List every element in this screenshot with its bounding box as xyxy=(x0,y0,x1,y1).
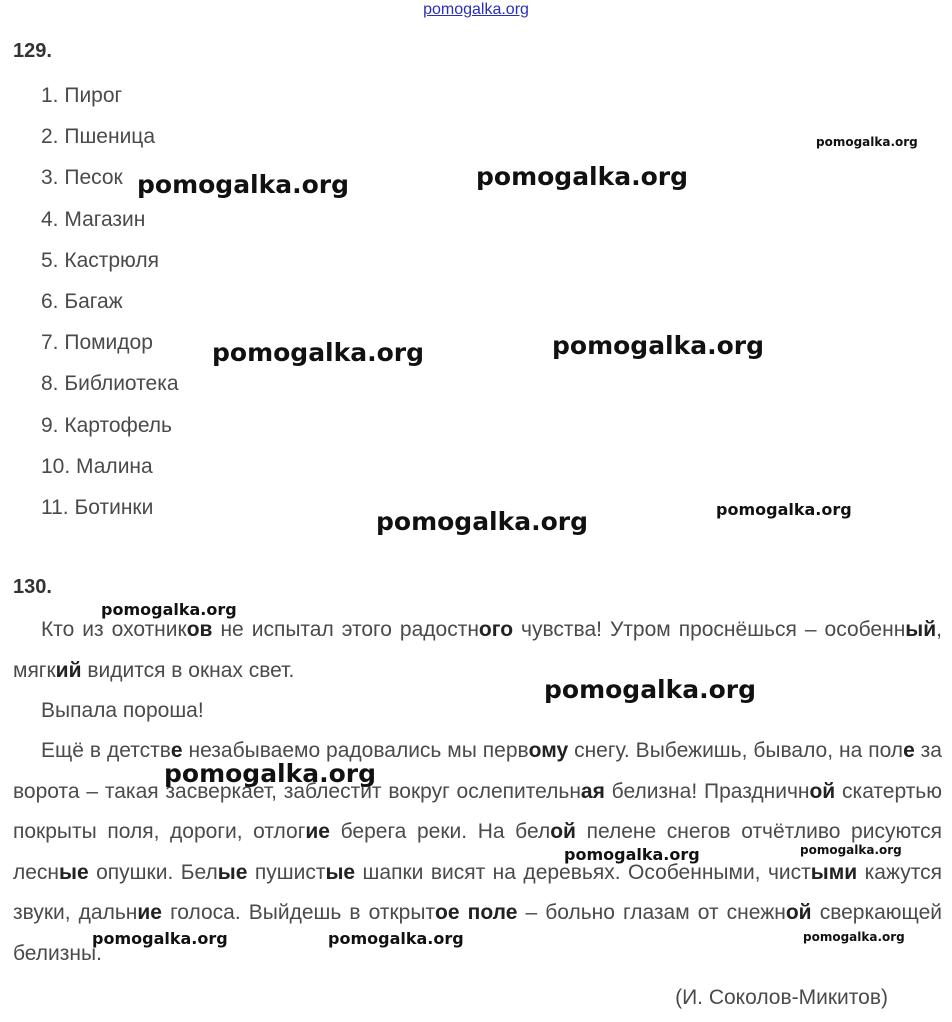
text-segment: незабываемо радовались мы перв xyxy=(182,739,529,762)
exercise-130-number: 130. xyxy=(13,576,52,598)
watermark: pomogalka.org xyxy=(816,135,918,149)
site-link[interactable]: pomogalka.org xyxy=(423,1,529,18)
text-segment: снегу. Выбежишь, бывало, на пол xyxy=(568,739,904,762)
watermark: pomogalka.org xyxy=(101,600,237,619)
exercise-130-paragraph-1 xyxy=(13,610,942,691)
list-item: 4. Магазин xyxy=(41,207,146,231)
text-segment: видится в окнах свет. xyxy=(81,658,295,682)
highlighted-ending: ий xyxy=(55,658,82,682)
text-segment: белизна! Праздничн xyxy=(604,779,810,803)
text-segment: Ещё в детств xyxy=(41,739,171,762)
highlighted-ending: ому xyxy=(528,739,569,762)
watermark: pomogalka.org xyxy=(552,331,765,360)
text-segment: скатертью покрыты поля, дороги, отлог xyxy=(13,779,942,843)
exercise-129-number: 129. xyxy=(13,40,52,62)
highlighted-ending: е xyxy=(903,739,915,762)
highlighted-ending: ые xyxy=(59,860,89,884)
text-segment: берега реки. На бел xyxy=(329,820,551,843)
text-segment: Кто из охотник xyxy=(41,618,187,641)
text-segment: , мягк xyxy=(13,618,942,682)
watermark: pomogalka.org xyxy=(544,675,757,704)
list-item: 3. Песок xyxy=(41,166,123,190)
watermark: pomogalka.org xyxy=(376,507,589,536)
text-segment: пелене снегов отчётливо рисуются лесн xyxy=(13,820,942,884)
text-segment: – больно глазам от снежн xyxy=(517,901,786,924)
list-item: 8. Библиотека xyxy=(41,372,179,396)
highlighted-ending: ые xyxy=(217,860,248,884)
text-segment: чувства! Утром проснёшься – особенн xyxy=(513,618,906,641)
exercise-129-word-list xyxy=(41,82,179,535)
list-item: 10. Малина xyxy=(41,454,153,478)
highlighted-ending: ыми xyxy=(810,860,858,884)
list-item: 5. Кастрюля xyxy=(41,248,159,272)
text-segment: пушист xyxy=(247,860,326,884)
list-item: 6. Багаж xyxy=(41,289,123,313)
highlighted-ending: ого xyxy=(478,618,514,641)
text-segment: кажутся звуки, дальн xyxy=(13,860,943,924)
highlighted-ending: ой xyxy=(809,779,836,803)
list-item: 2. Пшеница xyxy=(41,125,156,149)
highlighted-ending: ый xyxy=(905,618,937,641)
list-item: 11. Ботинки xyxy=(41,495,154,519)
watermark: pomogalka.org xyxy=(716,500,852,519)
highlighted-ending: ие xyxy=(305,820,330,843)
exercise-130-paragraph-2 xyxy=(13,691,942,732)
watermark: pomogalka.org xyxy=(803,930,905,944)
text-segment: шапки висят на деревьях. Особенными, чист xyxy=(355,860,811,884)
list-item: 7. Помидор xyxy=(41,331,153,355)
list-item: 9. Картофель xyxy=(41,413,172,437)
highlighted-ending: ов xyxy=(186,618,213,641)
watermark: pomogalka.org xyxy=(800,843,902,857)
text-segment: за ворота – такая засверкает, заблестит вокруг ослепительн xyxy=(13,739,942,803)
highlighted-ending: ые xyxy=(325,860,356,884)
text-segment: опушки. Бел xyxy=(88,860,218,884)
list-item: 1. Пирог xyxy=(41,84,123,107)
highlighted-ending: ое xyxy=(435,901,460,924)
watermark: pomogalka.org xyxy=(137,170,350,199)
highlighted-ending: ие xyxy=(137,901,162,924)
highlighted-ending: е xyxy=(170,739,183,762)
watermark: pomogalka.org xyxy=(212,338,425,367)
highlighted-ending: ая xyxy=(580,779,605,803)
text-segment: голоса. Выйдешь в открыт xyxy=(161,901,436,924)
author-attribution: (И. Соколов-Микитов) xyxy=(675,986,888,1009)
text-segment: Выпала пороша! xyxy=(41,699,204,722)
watermark: pomogalka.org xyxy=(92,929,228,948)
watermark: pomogalka.org xyxy=(564,845,700,864)
watermark: pomogalka.org xyxy=(476,162,689,191)
highlighted-ending: ой xyxy=(550,820,576,843)
watermark: pomogalka.org xyxy=(164,759,377,788)
text-segment xyxy=(460,901,468,924)
highlighted-ending: ой xyxy=(785,901,812,924)
highlighted-ending: поле xyxy=(467,901,518,924)
watermark: pomogalka.org xyxy=(328,929,464,948)
text-segment: сверкающей белизны. xyxy=(13,901,942,965)
text-segment: не испытал этого радостн xyxy=(212,618,479,641)
